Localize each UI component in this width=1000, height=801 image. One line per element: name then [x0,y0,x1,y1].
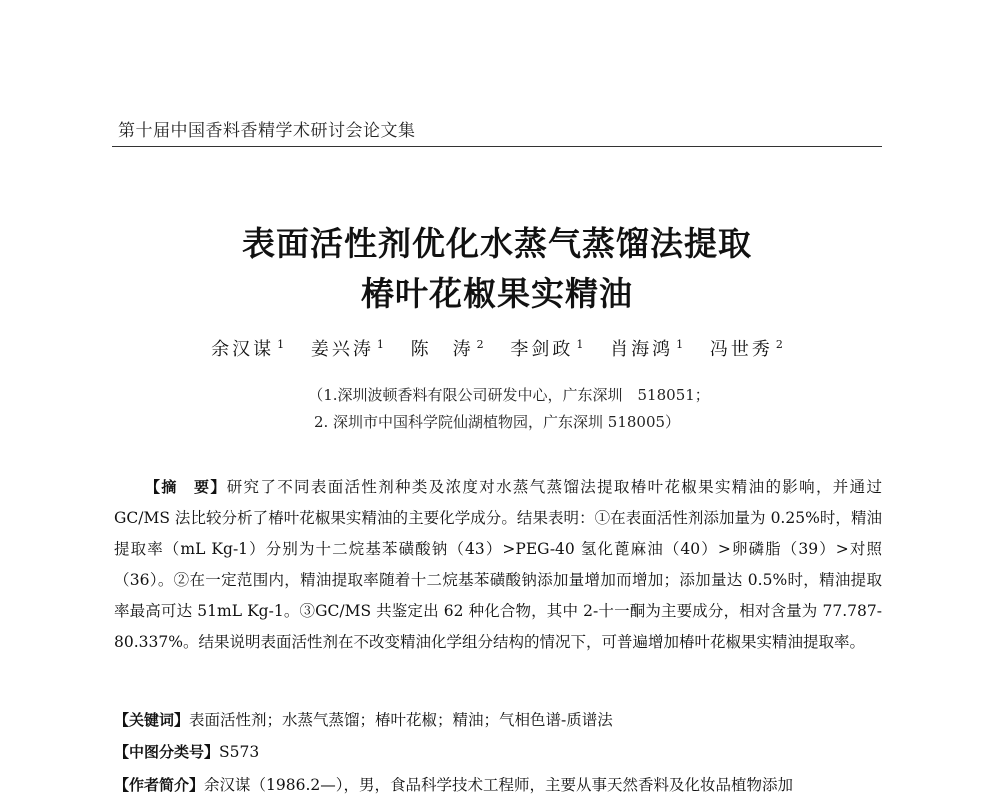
affiliation-line-2: 2. 深圳市中国科学院仙湖植物园，广东深圳 518005） [313,413,681,431]
author-affiliation-mark: 1 [676,338,684,351]
author-affiliation-mark: 2 [476,338,484,351]
author-affiliation-mark: 2 [775,338,783,351]
author-bio-label: 【作者简介】 [114,776,205,794]
author [311,339,384,360]
abstract-text: 研究了不同表面活性剂种类及浓度对水蒸气蒸馏法提取椿叶花椒果实精油的影响，并通过 GC/MS 法比较分析了椿叶花椒果实精油的主要化学成分。结果表明：①在表面活性剂添加量为 0.25%时，精油提取率（mL Kg-1）分别为十二烷基苯磺酸钠（43）>PEG-40 氢化蓖麻油（40）>卵磷脂（39）>对照（36）。②在一定范围内，精油提取率随着十二烷基苯磺酸钠添加量增加而增加；添加量达 0.5%时，精油提取率最高可达 51mL Kg-1。③GC/MS 共鉴定出 62 种化合物，其中 2-十一酮为主要成分，相对含量为 77.787-80.337%。结果说明表面活性剂在不改变精油化学组分结构的情况下，可普遍增加椿叶花椒果实精油提取率。 [114,478,882,651]
affiliation-line-1: （1.深圳波顿香料有限公司研发中心，广东深圳 518051； [308,386,710,404]
paper-title-line-1: 表面活性剂优化水蒸气蒸馏法提取 [242,224,752,263]
author-name: 姜兴涛 [310,339,374,360]
classification-number [114,741,882,762]
author-name: 李剑政 [510,339,574,360]
author-bio [114,773,882,795]
abstract [114,472,882,658]
paper-title-line-2: 椿叶花椒果实精油 [361,274,633,313]
keywords-text: 表面活性剂；水蒸气蒸馏；椿叶花椒；精油；气相色谱-质谱法 [189,711,613,729]
author-name: 冯世秀 [709,339,773,360]
proceedings-header: 第十届中国香料香精学术研讨会论文集 [118,121,416,141]
keywords-label: 【关键词】 [114,711,190,729]
abstract-label: 【摘 要】 [145,478,227,496]
author-bio-text: 余汉谋（1986.2—），男，食品科学技术工程师，主要从事天然香料及化妆品植物添加 [204,776,794,794]
classification-text: S573 [219,743,260,761]
author-name: 肖海鸿 [610,339,674,360]
classification-label: 【中图分类号】 [114,743,220,761]
author-affiliation-mark: 1 [277,338,285,351]
header-rule [112,146,882,147]
author-list [112,335,882,361]
author [510,339,583,360]
author [610,339,683,360]
author-affiliation-mark: 1 [576,338,584,351]
keywords [114,708,882,730]
author-name: 陈 涛 [410,339,474,360]
author-name: 余汉谋 [211,339,275,360]
author [411,339,484,360]
author [211,339,284,360]
author-affiliation-mark: 1 [376,338,384,351]
author [710,339,783,360]
